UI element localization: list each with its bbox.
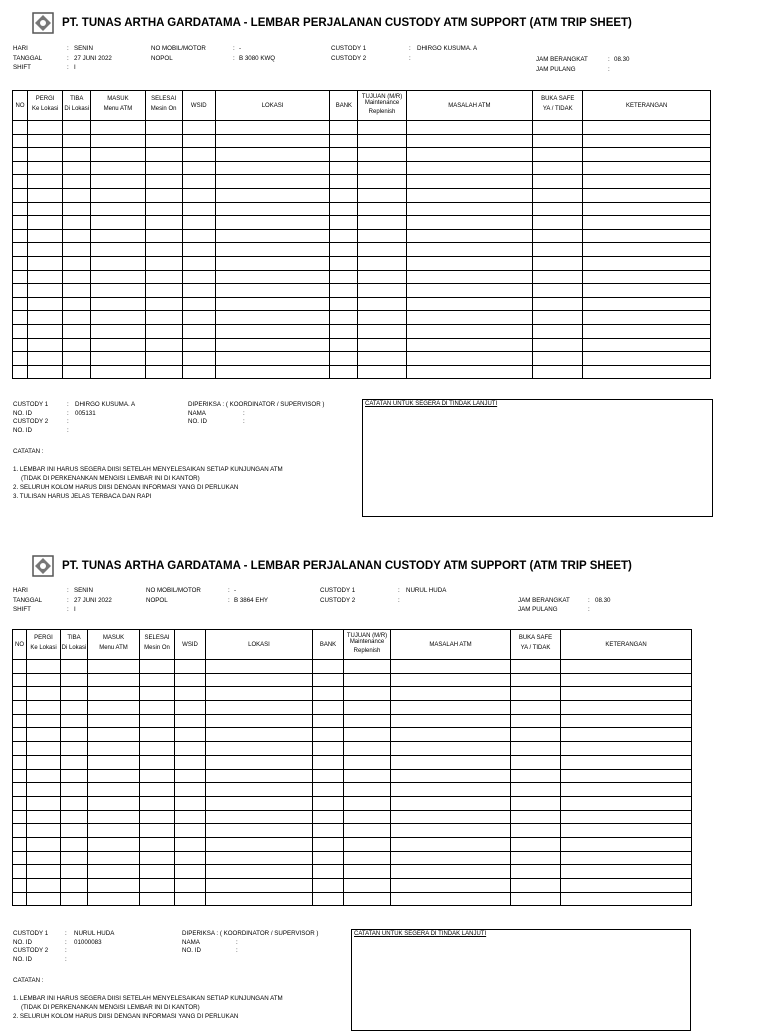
col-masalah: MASALAH ATM (391, 630, 511, 660)
catatan-note-2: 2. SELURUH KOLOM HARUS DIISI DENGAN INFORMASI YANG DI PERLUKAN (13, 484, 239, 491)
table-cell[interactable] (27, 865, 61, 879)
catatan-label: CATATAN : (13, 448, 44, 455)
table-cell[interactable] (88, 660, 140, 674)
table-row (13, 769, 692, 783)
col-masalah: MASALAH ATM (406, 91, 533, 121)
table-cell[interactable] (27, 742, 61, 756)
table-cell[interactable] (313, 837, 344, 851)
catatan-followup-box[interactable] (351, 929, 691, 1031)
table-cell[interactable] (206, 892, 313, 906)
table-row (13, 673, 692, 687)
table-cell[interactable] (511, 728, 561, 742)
table-cell[interactable] (391, 714, 511, 728)
table-cell[interactable] (391, 728, 511, 742)
table-cell[interactable] (13, 824, 27, 838)
trip-sheet-1: PT. TUNAS ARTHA GARDATAMA - LEMBAR PERJALANAN CUSTODY ATM SUPPORT (ATM TRIP SHEET) HARI : SENIN TANGGAL : 27 JUNI 2022 SHIFT : I NO MOBIL/MOTOR : - NOPOL : B 3080 KWQ CUSTODY 1 : DHIRGO KUSUMA. A CUSTODY 2 : JAM BERANGKAT : 08.30 JAM PULANG : NO PERGI Ke Lokasi TIBA Di Lokasi MASUK Menu ATM SELESAI Mesin On WSID LOKASI BANK TUJUAN (M/R) Maintenance Replenish MASALAH ATM BUKA SAFE YA / TIDAK KETERANGAN CUSTODY 1 : DHIRGO KUSUMA. A NO. ID : 005131 CUSTODY 2 : NO. ID : DIPERIKSA : ( KOORDINATOR / SUPERVISOR ) NAMA : NO. ID : CATATAN UNTUK SEGERA DI TINDAK LANJUTI CATATAN : 1. LEMBAR INI HARUS SEGERA DIISI SETELAH MENYELESAIKAN SETIAP KUNJUNGAN ATM (TIDAK DI PERKENANKAN MENGISI LEMBAR INI DI KANTOR) 2. SELURUH KOLOM HARUS DIISI DENGAN INFORMASI YANG DI PERLUKAN 3. TULISAN HARUS JELAS TERBACA DAN RAPI (0, 0, 768, 520)
table-cell[interactable] (27, 673, 61, 687)
table-cell[interactable] (88, 742, 140, 756)
table-cell[interactable] (391, 865, 511, 879)
table-cell[interactable] (88, 865, 140, 879)
col-masuk: MASUK Menu ATM (88, 630, 140, 660)
table-cell[interactable] (206, 714, 313, 728)
table-cell[interactable] (344, 879, 391, 893)
table-cell[interactable] (206, 824, 313, 838)
table-cell[interactable] (313, 865, 344, 879)
table-cell[interactable] (175, 796, 206, 810)
table-cell[interactable] (206, 742, 313, 756)
table-cell[interactable] (511, 879, 561, 893)
table-cell[interactable] (206, 701, 313, 715)
table-cell[interactable] (511, 892, 561, 906)
sheet-title: PT. TUNAS ARTHA GARDATAMA - LEMBAR PERJALANAN CUSTODY ATM SUPPORT (ATM TRIP SHEET) (62, 560, 632, 572)
table-cell[interactable] (140, 879, 175, 893)
table-cell[interactable] (391, 796, 511, 810)
col-pergi: PERGI Ke Lokasi (28, 91, 63, 121)
table-cell[interactable] (175, 824, 206, 838)
table-cell[interactable] (313, 728, 344, 742)
table-cell[interactable] (175, 837, 206, 851)
catatan-note-3: 3. TULISAN HARUS JELAS TERBACA DAN RAPI (13, 493, 152, 500)
table-cell[interactable] (27, 892, 61, 906)
footer-noid3: NO. ID : (182, 947, 238, 954)
table-cell[interactable] (561, 728, 692, 742)
table-cell[interactable] (140, 892, 175, 906)
col-tujuan: TUJUAN (M/R) Maintenance Replenish (344, 630, 391, 660)
table-cell[interactable] (175, 769, 206, 783)
trip-sheet-2: PT. TUNAS ARTHA GARDATAMA - LEMBAR PERJALANAN CUSTODY ATM SUPPORT (ATM TRIP SHEET) HARI : SENIN TANGGAL : 27 JUNI 2022 SHIFT : I NO MOBIL/MOTOR : - NOPOL : B 3864 EHY CUSTODY 1 : NURUL HUDA CUSTODY 2 : JAM BERANGKAT : 08.30 JAM PULANG : NO PERGI Ke Lokasi TIBA Di Lokasi MASUK Menu ATM SELESAI Mesin On WSID LOKASI BANK TUJUAN (M/R) Maintenance Replenish MASALAH ATM BUKA SAFE YA / TIDAK KETERANGAN CUSTODY 1 : NURUL HUDA NO. ID : 01000083 CUSTODY 2 : NO. ID : DIPERIKSA : ( KOORDINATOR / SUPERVISOR ) NAMA : NO. ID : CATATAN UNTUK SEGERA DI TINDAK LANJUTI CATATAN : 1. LEMBAR INI HARUS SEGERA DIISI SETELAH MENYELESAIKAN SETIAP KUNJUNGAN ATM (TIDAK DI PERKENANKAN MENGISI LEMBAR INI DI KANTOR) 2. SELURUH KOLOM HARUS DIISI DENGAN INFORMASI YANG DI PERLUKAN (0, 0, 768, 1024)
table-cell[interactable] (27, 769, 61, 783)
table-row (13, 742, 692, 756)
table-cell[interactable] (27, 687, 61, 701)
col-bank: BANK (330, 91, 358, 121)
table-cell[interactable] (511, 783, 561, 797)
table-row (13, 796, 692, 810)
table-cell[interactable] (175, 879, 206, 893)
table-cell[interactable] (206, 783, 313, 797)
table-cell[interactable] (391, 879, 511, 893)
footer-noid2: NO. ID : (13, 426, 69, 434)
table-cell[interactable] (13, 660, 27, 674)
table-cell[interactable] (511, 810, 561, 824)
table-cell[interactable] (313, 701, 344, 715)
col-keterangan: KETERANGAN (561, 630, 692, 660)
table-cell[interactable] (13, 687, 27, 701)
table-cell[interactable] (88, 879, 140, 893)
table-cell[interactable] (61, 824, 88, 838)
table-cell[interactable] (13, 728, 27, 742)
table-cell[interactable] (140, 865, 175, 879)
col-bank: BANK (313, 630, 344, 660)
col-buka-safe: BUKA SAFE YA / TIDAK (533, 91, 583, 121)
table-cell[interactable] (61, 769, 88, 783)
table-cell[interactable] (344, 687, 391, 701)
table-row (13, 851, 692, 865)
table-cell[interactable] (61, 755, 88, 769)
table-cell[interactable] (175, 755, 206, 769)
table-cell[interactable] (206, 796, 313, 810)
footer-diperiksa: DIPERIKSA : ( KOORDINATOR / SUPERVISOR ) (188, 401, 325, 408)
sheet-title-row (32, 555, 632, 577)
table-cell[interactable] (561, 714, 692, 728)
table-cell[interactable] (61, 701, 88, 715)
table-cell[interactable] (511, 742, 561, 756)
table-cell[interactable] (313, 687, 344, 701)
col-tujuan: TUJUAN (M/R) Maintenance Replenish (358, 91, 406, 121)
table-cell[interactable] (344, 714, 391, 728)
table-cell[interactable] (561, 673, 692, 687)
table-cell[interactable] (561, 783, 692, 797)
table-row (13, 810, 692, 824)
table-cell[interactable] (88, 769, 140, 783)
table-cell[interactable] (13, 810, 27, 824)
table-cell[interactable] (13, 892, 27, 906)
table-cell[interactable] (140, 769, 175, 783)
table-cell[interactable] (140, 728, 175, 742)
table-row (13, 865, 692, 879)
table-cell[interactable] (175, 714, 206, 728)
table-cell[interactable] (313, 755, 344, 769)
table-cell[interactable] (140, 755, 175, 769)
table-cell[interactable] (511, 769, 561, 783)
col-no: NO (13, 91, 28, 121)
table-cell[interactable] (344, 851, 391, 865)
table-cell[interactable] (391, 810, 511, 824)
col-tiba: TIBA Di Lokasi (63, 91, 91, 121)
catatan-followup-label: CATATAN UNTUK SEGERA DI TINDAK LANJUTI (365, 401, 498, 407)
catatan-followup-label: CATATAN UNTUK SEGERA DI TINDAK LANJUTI (354, 931, 487, 937)
col-no: NO (13, 630, 27, 660)
table-cell[interactable] (511, 851, 561, 865)
table-cell[interactable] (206, 865, 313, 879)
table-cell[interactable] (391, 755, 511, 769)
table-cell[interactable] (61, 673, 88, 687)
col-wsid: WSID (175, 630, 206, 660)
table-cell[interactable] (511, 660, 561, 674)
table-cell[interactable] (561, 824, 692, 838)
table-cell[interactable] (313, 851, 344, 865)
table-cell[interactable] (61, 796, 88, 810)
table-cell[interactable] (140, 714, 175, 728)
table-cell[interactable] (140, 783, 175, 797)
table-cell[interactable] (140, 742, 175, 756)
table-cell[interactable] (88, 687, 140, 701)
table-cell[interactable] (140, 796, 175, 810)
table-cell[interactable] (61, 783, 88, 797)
table-cell[interactable] (313, 660, 344, 674)
table-cell[interactable] (88, 824, 140, 838)
table-cell[interactable] (27, 783, 61, 797)
table-cell[interactable] (175, 673, 206, 687)
table-cell[interactable] (511, 865, 561, 879)
table-cell[interactable] (391, 851, 511, 865)
table-cell[interactable] (344, 796, 391, 810)
catatan-label: CATATAN : (13, 977, 44, 984)
table-cell[interactable] (344, 701, 391, 715)
table-row (13, 837, 692, 851)
table-cell[interactable] (344, 837, 391, 851)
table-cell[interactable] (27, 714, 61, 728)
col-lokasi: LOKASI (215, 91, 329, 121)
table-row (13, 755, 692, 769)
table-cell[interactable] (313, 810, 344, 824)
company-logo-icon (32, 555, 54, 577)
table-cell[interactable] (313, 673, 344, 687)
table-cell[interactable] (13, 865, 27, 879)
table-cell[interactable] (27, 660, 61, 674)
table-cell[interactable] (313, 879, 344, 893)
table-cell[interactable] (391, 687, 511, 701)
table-cell[interactable] (27, 701, 61, 715)
footer-diperiksa: DIPERIKSA : ( KOORDINATOR / SUPERVISOR ) (182, 930, 319, 937)
table-cell[interactable] (561, 851, 692, 865)
table-cell[interactable] (27, 810, 61, 824)
table-cell[interactable] (206, 810, 313, 824)
table-cell[interactable] (511, 687, 561, 701)
table-cell[interactable] (561, 865, 692, 879)
footer-custody1: CUSTODY 1 : NURUL HUDA (13, 930, 115, 937)
table-cell[interactable] (561, 796, 692, 810)
table-cell[interactable] (175, 728, 206, 742)
table-row (13, 783, 692, 797)
table-cell[interactable] (391, 824, 511, 838)
table-cell[interactable] (27, 851, 61, 865)
table-cell[interactable] (206, 851, 313, 865)
table-cell[interactable] (13, 742, 27, 756)
table-cell[interactable] (61, 892, 88, 906)
footer-custody2: CUSTODY 2 : (13, 418, 69, 425)
table-cell[interactable] (206, 728, 313, 742)
table-cell[interactable] (344, 660, 391, 674)
table-cell[interactable] (344, 769, 391, 783)
table-cell[interactable] (175, 892, 206, 906)
table-cell[interactable] (175, 660, 206, 674)
table-body (13, 660, 692, 906)
table-cell[interactable] (511, 755, 561, 769)
table-cell[interactable] (175, 810, 206, 824)
table-cell[interactable] (561, 742, 692, 756)
table-cell[interactable] (511, 837, 561, 851)
table-cell[interactable] (206, 660, 313, 674)
table-cell[interactable] (88, 810, 140, 824)
col-tiba: TIBA Di Lokasi (61, 630, 88, 660)
table-cell[interactable] (13, 796, 27, 810)
footer-custody1: CUSTODY 1 : DHIRGO KUSUMA. A (13, 401, 136, 408)
table-cell[interactable] (61, 865, 88, 879)
table-cell[interactable] (313, 714, 344, 728)
table-cell[interactable] (561, 837, 692, 851)
table-cell[interactable] (61, 714, 88, 728)
table-cell[interactable] (391, 783, 511, 797)
table-cell[interactable] (206, 769, 313, 783)
table-cell[interactable] (27, 728, 61, 742)
table-cell[interactable] (561, 810, 692, 824)
table-cell[interactable] (561, 687, 692, 701)
table-row (13, 714, 692, 728)
table-cell[interactable] (511, 673, 561, 687)
table-cell[interactable] (206, 837, 313, 851)
table-cell[interactable] (561, 701, 692, 715)
table-cell[interactable] (175, 742, 206, 756)
table-cell[interactable] (140, 824, 175, 838)
table-cell[interactable] (88, 837, 140, 851)
footer-custody2: CUSTODY 2 : (13, 947, 67, 954)
table-cell[interactable] (391, 769, 511, 783)
table-cell[interactable] (61, 742, 88, 756)
table-cell[interactable] (561, 660, 692, 674)
table-cell[interactable] (140, 851, 175, 865)
table-cell[interactable] (206, 687, 313, 701)
table-cell[interactable] (511, 701, 561, 715)
table-cell[interactable] (27, 796, 61, 810)
table-header-row (13, 630, 692, 660)
catatan-note-1: 1. LEMBAR INI HARUS SEGERA DIISI SETELAH MENYELESAIKAN SETIAP KUNJUNGAN ATM (13, 466, 283, 473)
table-cell[interactable] (88, 673, 140, 687)
table-cell[interactable] (344, 892, 391, 906)
table-cell[interactable] (391, 673, 511, 687)
table-cell[interactable] (391, 701, 511, 715)
footer-nama: NAMA : (182, 938, 238, 946)
table-row (13, 687, 692, 701)
table-cell[interactable] (511, 796, 561, 810)
table-cell[interactable] (344, 824, 391, 838)
table-row (13, 879, 692, 893)
table-cell[interactable] (140, 660, 175, 674)
table-row (13, 701, 692, 715)
trip-table (12, 629, 692, 906)
table-cell[interactable] (88, 892, 140, 906)
table-cell[interactable] (13, 714, 27, 728)
table-cell[interactable] (61, 879, 88, 893)
table-cell[interactable] (313, 796, 344, 810)
table-cell[interactable] (61, 687, 88, 701)
table-cell[interactable] (206, 879, 313, 893)
sheet-title: PT. TUNAS ARTHA GARDATAMA - LEMBAR PERJALANAN CUSTODY ATM SUPPORT (ATM TRIP SHEET) (62, 17, 632, 29)
table-cell[interactable] (88, 714, 140, 728)
table-cell[interactable] (561, 879, 692, 893)
col-wsid: WSID (182, 91, 215, 121)
table-cell[interactable] (13, 879, 27, 893)
table-cell[interactable] (561, 892, 692, 906)
table-cell[interactable] (13, 755, 27, 769)
table-cell[interactable] (88, 851, 140, 865)
table-cell[interactable] (344, 810, 391, 824)
table-cell[interactable] (561, 755, 692, 769)
table-cell[interactable] (175, 701, 206, 715)
table-cell[interactable] (13, 769, 27, 783)
table-cell[interactable] (13, 701, 27, 715)
table-cell[interactable] (61, 851, 88, 865)
catatan-note-1b: (TIDAK DI PERKENANKAN MENGISI LEMBAR INI DI KANTOR) (21, 475, 200, 482)
table-cell[interactable] (61, 810, 88, 824)
col-lokasi: LOKASI (206, 630, 313, 660)
footer-noid1: NO. ID : 01000083 (13, 938, 102, 946)
table-cell[interactable] (391, 660, 511, 674)
table-cell[interactable] (13, 673, 27, 687)
col-keterangan: KETERANGAN (583, 91, 711, 121)
table-cell[interactable] (344, 755, 391, 769)
table-cell[interactable] (13, 851, 27, 865)
table-cell[interactable] (140, 810, 175, 824)
table-cell[interactable] (313, 783, 344, 797)
catatan-note-1b: (TIDAK DI PERKENANKAN MENGISI LEMBAR INI DI KANTOR) (21, 1004, 200, 1011)
table-cell[interactable] (391, 892, 511, 906)
table-cell[interactable] (88, 728, 140, 742)
table-cell[interactable] (27, 824, 61, 838)
table-row (13, 824, 692, 838)
table-cell[interactable] (88, 701, 140, 715)
table-cell[interactable] (140, 687, 175, 701)
table-cell[interactable] (344, 865, 391, 879)
table-cell[interactable] (206, 673, 313, 687)
table-cell[interactable] (27, 755, 61, 769)
table-cell[interactable] (88, 783, 140, 797)
table-cell[interactable] (27, 879, 61, 893)
table-cell[interactable] (140, 701, 175, 715)
table-cell[interactable] (206, 755, 313, 769)
table-cell[interactable] (511, 824, 561, 838)
catatan-note-1: 1. LEMBAR INI HARUS SEGERA DIISI SETELAH MENYELESAIKAN SETIAP KUNJUNGAN ATM (13, 995, 283, 1002)
table-cell[interactable] (313, 892, 344, 906)
col-pergi: PERGI Ke Lokasi (27, 630, 61, 660)
table-cell[interactable] (511, 714, 561, 728)
table-cell[interactable] (175, 865, 206, 879)
table-cell[interactable] (140, 673, 175, 687)
catatan-note-2: 2. SELURUH KOLOM HARUS DIISI DENGAN INFORMASI YANG DI PERLUKAN (13, 1013, 239, 1020)
col-selesai: SELESAI Mesin On (145, 91, 182, 121)
table-cell[interactable] (27, 837, 61, 851)
table-cell[interactable] (61, 837, 88, 851)
footer-noid1: NO. ID : 005131 (13, 409, 96, 417)
table-cell[interactable] (61, 660, 88, 674)
table-cell[interactable] (344, 673, 391, 687)
table-row (13, 892, 692, 906)
col-buka-safe: BUKA SAFE YA / TIDAK (511, 630, 561, 660)
table-cell[interactable] (175, 783, 206, 797)
table-cell[interactable] (313, 824, 344, 838)
table-cell[interactable] (175, 687, 206, 701)
table-cell[interactable] (61, 728, 88, 742)
table-cell[interactable] (344, 728, 391, 742)
table-cell[interactable] (13, 783, 27, 797)
table-cell[interactable] (88, 755, 140, 769)
footer-noid2: NO. ID : (13, 955, 67, 963)
table-cell[interactable] (140, 837, 175, 851)
table-cell[interactable] (313, 742, 344, 756)
table-row (13, 660, 692, 674)
table-cell[interactable] (561, 769, 692, 783)
footer-noid3: NO. ID : (188, 418, 245, 425)
table-row (13, 728, 692, 742)
table-cell[interactable] (344, 742, 391, 756)
table-cell[interactable] (313, 769, 344, 783)
footer-nama: NAMA : (188, 409, 245, 417)
table-cell[interactable] (175, 851, 206, 865)
col-selesai: SELESAI Mesin On (140, 630, 175, 660)
table-cell[interactable] (344, 783, 391, 797)
table-cell[interactable] (391, 742, 511, 756)
col-masuk: MASUK Menu ATM (91, 91, 145, 121)
table-cell[interactable] (391, 837, 511, 851)
table-cell[interactable] (88, 796, 140, 810)
table-cell[interactable] (13, 837, 27, 851)
